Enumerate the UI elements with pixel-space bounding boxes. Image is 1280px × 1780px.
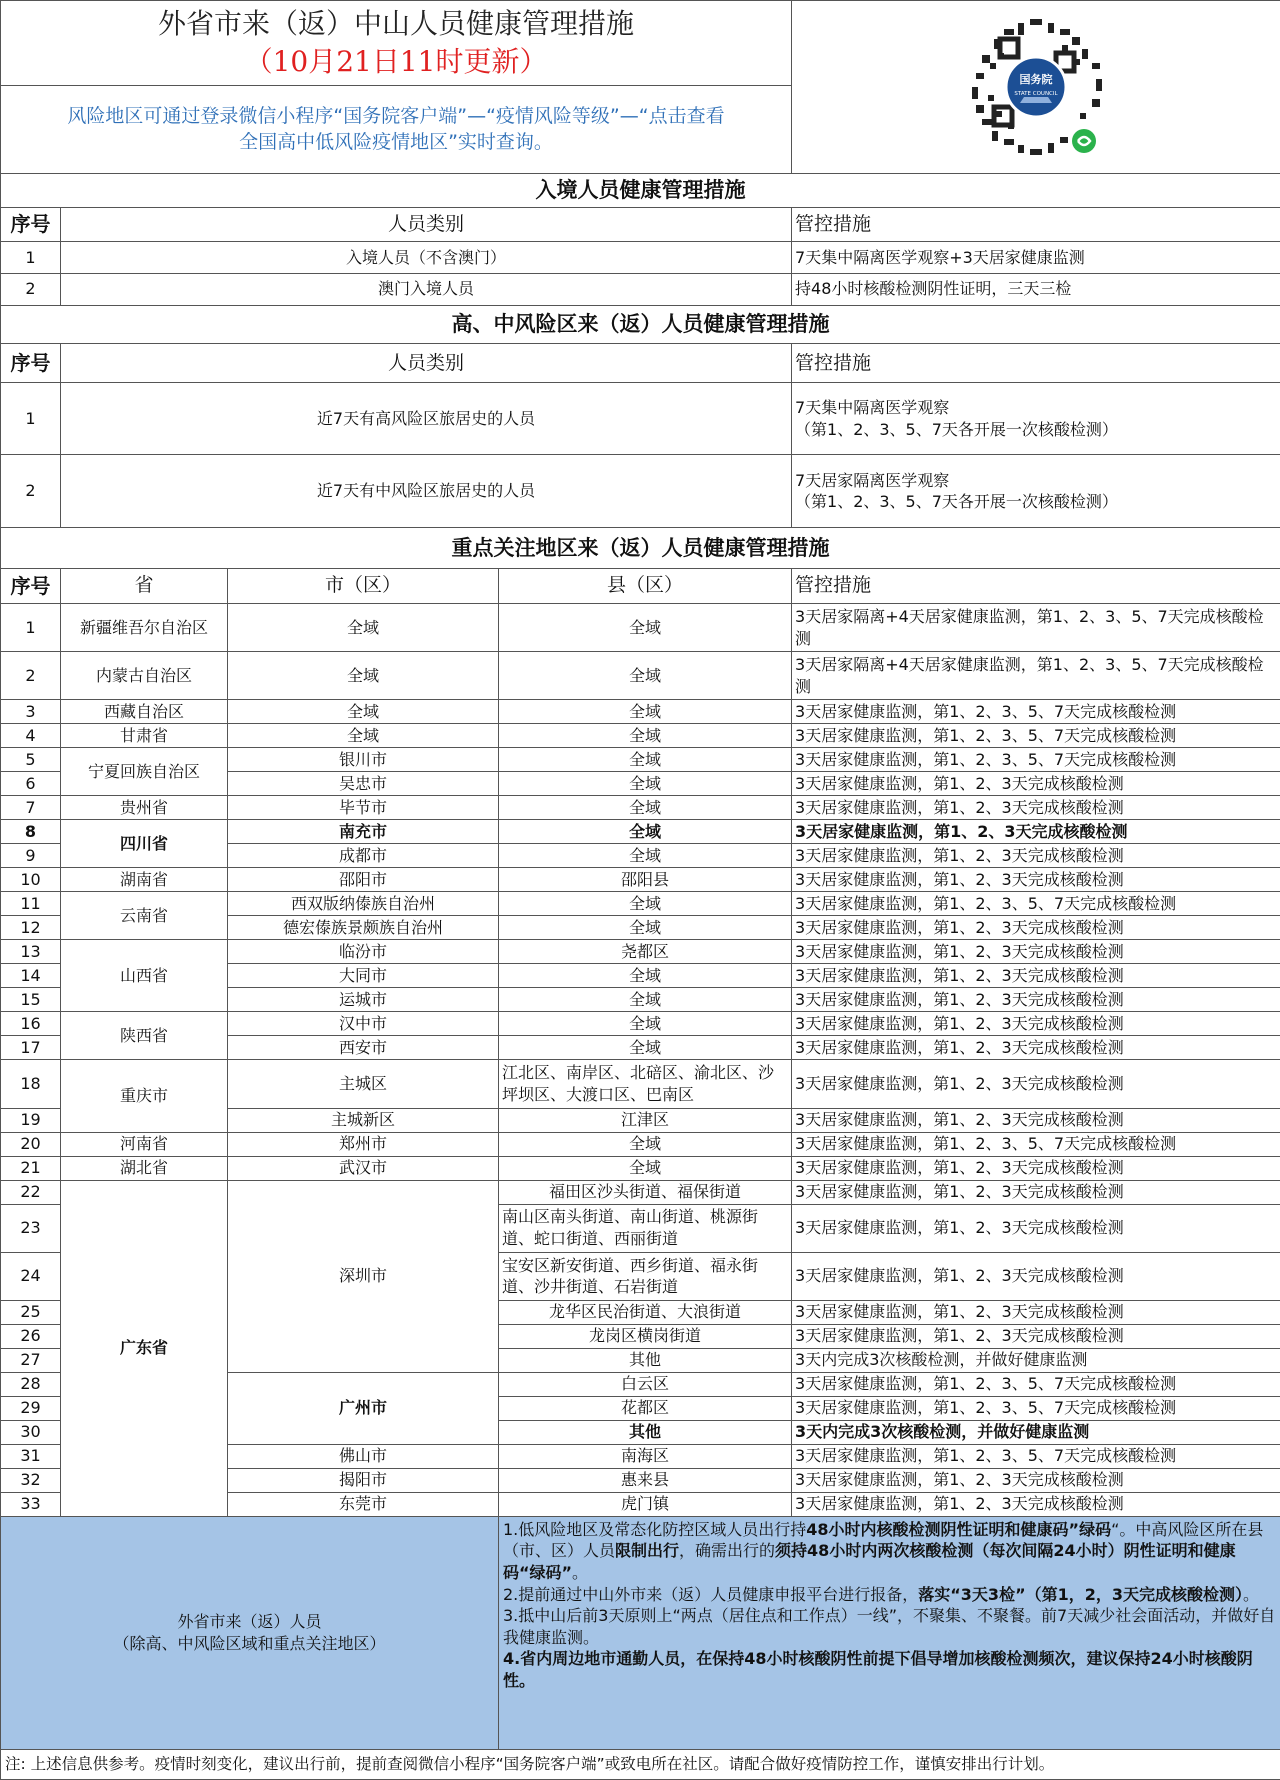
focus-seq: 5 xyxy=(1,748,61,772)
entry-category: 澳门入境人员 xyxy=(61,273,792,305)
county-cell: 全域 xyxy=(499,1132,792,1156)
risk-query-note xyxy=(1,86,792,173)
other-province-label-line-1: 外省市来（返）人员 xyxy=(177,1612,322,1632)
measure-cell: 3天居家健康监测，第1、2、3天完成核酸检测 xyxy=(792,844,1280,868)
focus-seq: 23 xyxy=(1,1204,61,1252)
entry-measure: 持48小时核酸检测阴性证明，三天三检 xyxy=(792,273,1280,305)
focus-seq: 11 xyxy=(1,892,61,916)
note-line-1: 风险地区可通过登录微信小程序“国务院客户端”—“疫情风险等级”—“点击查看 xyxy=(67,104,725,127)
focus-seq: 7 xyxy=(1,796,61,820)
county-cell: 全域 xyxy=(499,820,792,844)
risk-measure-line-2: （第1、2、3、5、7天各开展一次核酸检测） xyxy=(795,492,1118,512)
other-province-measures xyxy=(499,1516,1280,1749)
measure-item-4: 4.省内周边地市通勤人员，在保持48小时核酸阴性前提下倡导增加核酸检测频次，建议保持24小时核酸阴性。 xyxy=(503,1649,1253,1690)
risk-category: 近7天有中风险区旅居史的人员 xyxy=(61,454,792,528)
measure-cell: 3天居家健康监测，第1、2、3天完成核酸检测 xyxy=(792,820,1280,844)
focus-seq: 21 xyxy=(1,1156,61,1180)
focus-seq: 25 xyxy=(1,1300,61,1324)
province-cell: 陕西省 xyxy=(61,1012,228,1060)
county-cell: 全域 xyxy=(499,724,792,748)
title-main: 外省市来（返）中山人员健康管理措施 xyxy=(158,7,635,41)
qr-brand-sub: STATE COUNCIL xyxy=(1014,90,1058,97)
focus-seq: 13 xyxy=(1,940,61,964)
header-seq: 序号 xyxy=(1,207,61,242)
focus-seq: 14 xyxy=(1,964,61,988)
county-cell: 白云区 xyxy=(499,1372,792,1396)
header-measure: 管控措施 xyxy=(792,569,1280,604)
risk-measure-line-1: 7天集中隔离医学观察 xyxy=(795,398,950,417)
city-cell: 成都市 xyxy=(228,844,499,868)
province-cell: 云南省 xyxy=(61,892,228,940)
header-province: 省 xyxy=(61,569,228,604)
city-cell: 西双版纳傣族自治州 xyxy=(228,892,499,916)
note-line-2: 全国高中低风险疫情地区”实时查询。 xyxy=(239,130,553,153)
measure-2-text: 。 xyxy=(1242,1584,1259,1604)
risk-measure-line-1: 7天居家隔离医学观察 xyxy=(795,470,950,490)
measure-cell: 3天居家健康监测，第1、2、3天完成核酸检测 xyxy=(792,988,1280,1012)
measure-cell: 3天居家健康监测，第1、2、3天完成核酸检测 xyxy=(792,1012,1280,1036)
focus-seq: 2 xyxy=(1,652,61,700)
header-measure: 管控措施 xyxy=(792,207,1280,242)
measure-1-text: “。中高风险区所在县（市、区）人员 xyxy=(503,1519,1264,1561)
county-cell: 全域 xyxy=(499,964,792,988)
footnote: 注: 上述信息供参考。疫情时刻变化，建议出行前，提前查阅微信小程序“国务院客户端”或致电所在社区。请配合做好疫情防控工作，谨慎安排出行计划。 xyxy=(1,1749,1280,1779)
county-cell: 全域 xyxy=(499,700,792,724)
city-cell: 全域 xyxy=(228,604,499,652)
focus-seq: 28 xyxy=(1,1372,61,1396)
measure-1-text: ，确需出行的 xyxy=(679,1541,776,1561)
measure-cell: 3天居家健康监测，第1、2、3天完成核酸检测 xyxy=(792,1108,1280,1132)
focus-seq: 16 xyxy=(1,1012,61,1036)
province-cell: 湖南省 xyxy=(61,868,228,892)
focus-seq: 18 xyxy=(1,1060,61,1108)
county-cell: 全域 xyxy=(499,1036,792,1060)
measure-item-3: 3.抵中山后前3天原则上“两点（居住点和工作点）一线”，不聚集、不聚餐。前7天减少社会面活动，并做好自我健康监测。 xyxy=(503,1606,1276,1647)
measure-cell: 3天居家健康监测，第1、2、3天完成核酸检测 xyxy=(792,796,1280,820)
county-cell: 全域 xyxy=(499,604,792,652)
measure-2-bold: 落实“3天3检”（第1，2，3天完成核酸检测） xyxy=(918,1584,1243,1604)
province-cell: 贵州省 xyxy=(61,796,228,820)
city-cell: 邵阳市 xyxy=(228,868,499,892)
city-cell: 主城区 xyxy=(228,1060,499,1108)
county-cell: 全域 xyxy=(499,772,792,796)
measure-cell: 3天居家健康监测，第1、2、3天完成核酸检测 xyxy=(792,1060,1280,1108)
county-cell: 惠来县 xyxy=(499,1468,792,1492)
measure-cell: 3天居家健康监测，第1、2、3天完成核酸检测 xyxy=(792,1204,1280,1252)
county-cell: 龙岗区横岗街道 xyxy=(499,1324,792,1348)
province-cell: 四川省 xyxy=(61,820,228,868)
qr-code-icon xyxy=(952,3,1120,171)
city-cell: 西安市 xyxy=(228,1036,499,1060)
county-cell: 全域 xyxy=(499,988,792,1012)
measure-1-bold: 限制出行 xyxy=(615,1541,680,1561)
province-cell: 重庆市 xyxy=(61,1060,228,1132)
focus-seq: 33 xyxy=(1,1492,61,1516)
header-county: 县（区） xyxy=(499,569,792,604)
county-cell: 全域 xyxy=(499,892,792,916)
risk-seq: 2 xyxy=(1,454,61,528)
county-cell: 全域 xyxy=(499,748,792,772)
measure-cell: 3天居家健康监测，第1、2、3、5、7天完成核酸检测 xyxy=(792,1396,1280,1420)
city-cell: 揭阳市 xyxy=(228,1468,499,1492)
other-province-label xyxy=(1,1516,499,1749)
measure-cell: 3天居家健康监测，第1、2、3天完成核酸检测 xyxy=(792,772,1280,796)
measure-cell: 3天居家健康监测，第1、2、3天完成核酸检测 xyxy=(792,1036,1280,1060)
city-cell: 汉中市 xyxy=(228,1012,499,1036)
measure-2-text: 2.提前通过中山外市来（返）人员健康申报平台进行报备， xyxy=(503,1584,919,1604)
header-seq: 序号 xyxy=(1,344,61,383)
measure-cell: 3天居家健康监测，第1、2、3天完成核酸检测 xyxy=(792,1252,1280,1300)
measure-cell: 3天居家健康监测，第1、2、3天完成核酸检测 xyxy=(792,964,1280,988)
measure-cell: 3天居家健康监测，第1、2、3天完成核酸检测 xyxy=(792,1492,1280,1516)
focus-seq: 32 xyxy=(1,1468,61,1492)
measure-cell: 3天居家健康监测，第1、2、3天完成核酸检测 xyxy=(792,940,1280,964)
province-cell: 广东省 xyxy=(61,1180,228,1516)
measure-cell: 3天内完成3次核酸检测，并做好健康监测 xyxy=(792,1348,1280,1372)
measure-cell: 3天居家健康监测，第1、2、3天完成核酸检测 xyxy=(792,1180,1280,1204)
header-seq: 序号 xyxy=(1,569,61,604)
city-cell: 全域 xyxy=(228,700,499,724)
county-cell: 其他 xyxy=(499,1348,792,1372)
measure-cell: 3天居家隔离+4天居家健康监测，第1、2、3、5、7天完成核酸检测 xyxy=(792,652,1280,700)
qr-brand-text: 国务院 xyxy=(1019,72,1053,86)
measure-cell: 3天居家健康监测，第1、2、3天完成核酸检测 xyxy=(792,1468,1280,1492)
focus-section-title: 重点关注地区来（返）人员健康管理措施 xyxy=(1,528,1280,569)
county-cell: 南海区 xyxy=(499,1444,792,1468)
measure-cell: 3天居家健康监测，第1、2、3、5、7天完成核酸检测 xyxy=(792,1132,1280,1156)
focus-seq: 8 xyxy=(1,820,61,844)
focus-seq: 4 xyxy=(1,724,61,748)
city-cell: 主城新区 xyxy=(228,1108,499,1132)
city-cell: 佛山市 xyxy=(228,1444,499,1468)
province-cell: 宁夏回族自治区 xyxy=(61,748,228,796)
measure-1-bold: 48小时内核酸检测阴性证明和健康码”绿码 xyxy=(806,1519,1112,1539)
risk-measure xyxy=(792,454,1280,528)
focus-seq: 1 xyxy=(1,604,61,652)
measure-cell: 3天居家健康监测，第1、2、3天完成核酸检测 xyxy=(792,1156,1280,1180)
county-cell: 全域 xyxy=(499,1012,792,1036)
county-cell: 其他 xyxy=(499,1420,792,1444)
county-cell: 龙华区民治街道、大浪街道 xyxy=(499,1300,792,1324)
focus-seq: 30 xyxy=(1,1420,61,1444)
entry-seq: 2 xyxy=(1,273,61,305)
city-cell: 东莞市 xyxy=(228,1492,499,1516)
risk-measure-line-2: （第1、2、3、5、7天各开展一次核酸检测） xyxy=(795,419,1118,439)
mini-program-qr-code[interactable] xyxy=(952,3,1120,171)
qr-code-cell xyxy=(792,1,1280,174)
page-title xyxy=(1,1,792,86)
focus-seq: 9 xyxy=(1,844,61,868)
entry-measure: 7天集中隔离医学观察+3天居家健康监测 xyxy=(792,242,1280,274)
focus-seq: 19 xyxy=(1,1108,61,1132)
entry-category: 入境人员（不含澳门） xyxy=(61,242,792,274)
focus-seq: 17 xyxy=(1,1036,61,1060)
county-cell: 全域 xyxy=(499,844,792,868)
city-cell: 临汾市 xyxy=(228,940,499,964)
risk-seq: 1 xyxy=(1,383,61,455)
city-cell: 深圳市 xyxy=(228,1180,499,1372)
measure-item-2 xyxy=(503,1584,1276,1606)
county-cell: 全域 xyxy=(499,652,792,700)
update-time: （10月21日11时更新） xyxy=(244,45,548,79)
province-cell: 新疆维吾尔自治区 xyxy=(61,604,228,652)
focus-seq: 6 xyxy=(1,772,61,796)
measure-cell: 3天居家健康监测，第1、2、3、5、7天完成核酸检测 xyxy=(792,1444,1280,1468)
measure-1-text: 。 xyxy=(572,1562,589,1582)
focus-seq: 10 xyxy=(1,868,61,892)
header-measure: 管控措施 xyxy=(792,344,1280,383)
city-cell: 广州市 xyxy=(228,1372,499,1444)
city-cell: 银川市 xyxy=(228,748,499,772)
county-cell: 江北区、南岸区、北碚区、渝北区、沙坪坝区、大渡口区、巴南区 xyxy=(499,1060,792,1108)
focus-seq: 20 xyxy=(1,1132,61,1156)
focus-seq: 29 xyxy=(1,1396,61,1420)
focus-seq: 12 xyxy=(1,916,61,940)
other-province-label-line-2: （除高、中风险区域和重点关注地区） xyxy=(113,1633,386,1653)
measure-item-1 xyxy=(503,1519,1276,1584)
county-cell: 全域 xyxy=(499,916,792,940)
header-city: 市（区） xyxy=(228,569,499,604)
measure-cell: 3天内完成3次核酸检测，并做好健康监测 xyxy=(792,1420,1280,1444)
measure-cell: 3天居家健康监测，第1、2、3天完成核酸检测 xyxy=(792,916,1280,940)
entry-section-title: 入境人员健康管理措施 xyxy=(1,173,1280,207)
risk-category: 近7天有高风险区旅居史的人员 xyxy=(61,383,792,455)
county-cell: 花都区 xyxy=(499,1396,792,1420)
province-cell: 甘肃省 xyxy=(61,724,228,748)
header-category: 人员类别 xyxy=(61,344,792,383)
county-cell: 尧都区 xyxy=(499,940,792,964)
measure-1-bold: 须持48小时内两次核酸检测（每次间隔24小时）阴性证明和健康码“绿码” xyxy=(503,1541,1236,1582)
measure-cell: 3天居家健康监测，第1、2、3、5、7天完成核酸检测 xyxy=(792,724,1280,748)
city-cell: 南充市 xyxy=(228,820,499,844)
measure-cell: 3天居家健康监测，第1、2、3天完成核酸检测 xyxy=(792,1324,1280,1348)
measure-cell: 3天居家健康监测，第1、2、3、5、7天完成核酸检测 xyxy=(792,1372,1280,1396)
focus-seq: 26 xyxy=(1,1324,61,1348)
province-cell: 内蒙古自治区 xyxy=(61,652,228,700)
county-cell: 南山区南头街道、南山街道、桃源街道、蛇口街道、西丽街道 xyxy=(499,1204,792,1252)
focus-seq: 22 xyxy=(1,1180,61,1204)
county-cell: 江津区 xyxy=(499,1108,792,1132)
city-cell: 武汉市 xyxy=(228,1156,499,1180)
measure-cell: 3天居家健康监测，第1、2、3天完成核酸检测 xyxy=(792,868,1280,892)
city-cell: 毕节市 xyxy=(228,796,499,820)
entry-seq: 1 xyxy=(1,242,61,274)
city-cell: 德宏傣族景颇族自治州 xyxy=(228,916,499,940)
county-cell: 虎门镇 xyxy=(499,1492,792,1516)
risk-section-title: 高、中风险区来（返）人员健康管理措施 xyxy=(1,305,1280,344)
county-cell: 全域 xyxy=(499,796,792,820)
risk-measure xyxy=(792,383,1280,455)
measure-cell: 3天居家健康监测，第1、2、3、5、7天完成核酸检测 xyxy=(792,748,1280,772)
measure-cell: 3天居家隔离+4天居家健康监测，第1、2、3、5、7天完成核酸检测 xyxy=(792,604,1280,652)
county-cell: 全域 xyxy=(499,1156,792,1180)
city-cell: 大同市 xyxy=(228,964,499,988)
focus-seq: 31 xyxy=(1,1444,61,1468)
city-cell: 吴忠市 xyxy=(228,772,499,796)
focus-seq: 3 xyxy=(1,700,61,724)
focus-seq: 15 xyxy=(1,988,61,1012)
measure-cell: 3天居家健康监测，第1、2、3、5、7天完成核酸检测 xyxy=(792,892,1280,916)
city-cell: 郑州市 xyxy=(228,1132,499,1156)
measure-cell: 3天居家健康监测，第1、2、3天完成核酸检测 xyxy=(792,1300,1280,1324)
province-cell: 湖北省 xyxy=(61,1156,228,1180)
city-cell: 全域 xyxy=(228,724,499,748)
county-cell: 邵阳县 xyxy=(499,868,792,892)
measure-cell: 3天居家健康监测，第1、2、3、5、7天完成核酸检测 xyxy=(792,700,1280,724)
header-category: 人员类别 xyxy=(61,207,792,242)
province-cell: 山西省 xyxy=(61,940,228,1012)
province-cell: 河南省 xyxy=(61,1132,228,1156)
city-cell: 运城市 xyxy=(228,988,499,1012)
focus-seq: 27 xyxy=(1,1348,61,1372)
county-cell: 福田区沙头街道、福保街道 xyxy=(499,1180,792,1204)
measure-1-text: 1.低风险地区及常态化防控区域人员出行持 xyxy=(503,1519,807,1539)
focus-seq: 24 xyxy=(1,1252,61,1300)
county-cell: 宝安区新安街道、西乡街道、福永街道、沙井街道、石岩街道 xyxy=(499,1252,792,1300)
city-cell: 全域 xyxy=(228,652,499,700)
province-cell: 西藏自治区 xyxy=(61,700,228,724)
